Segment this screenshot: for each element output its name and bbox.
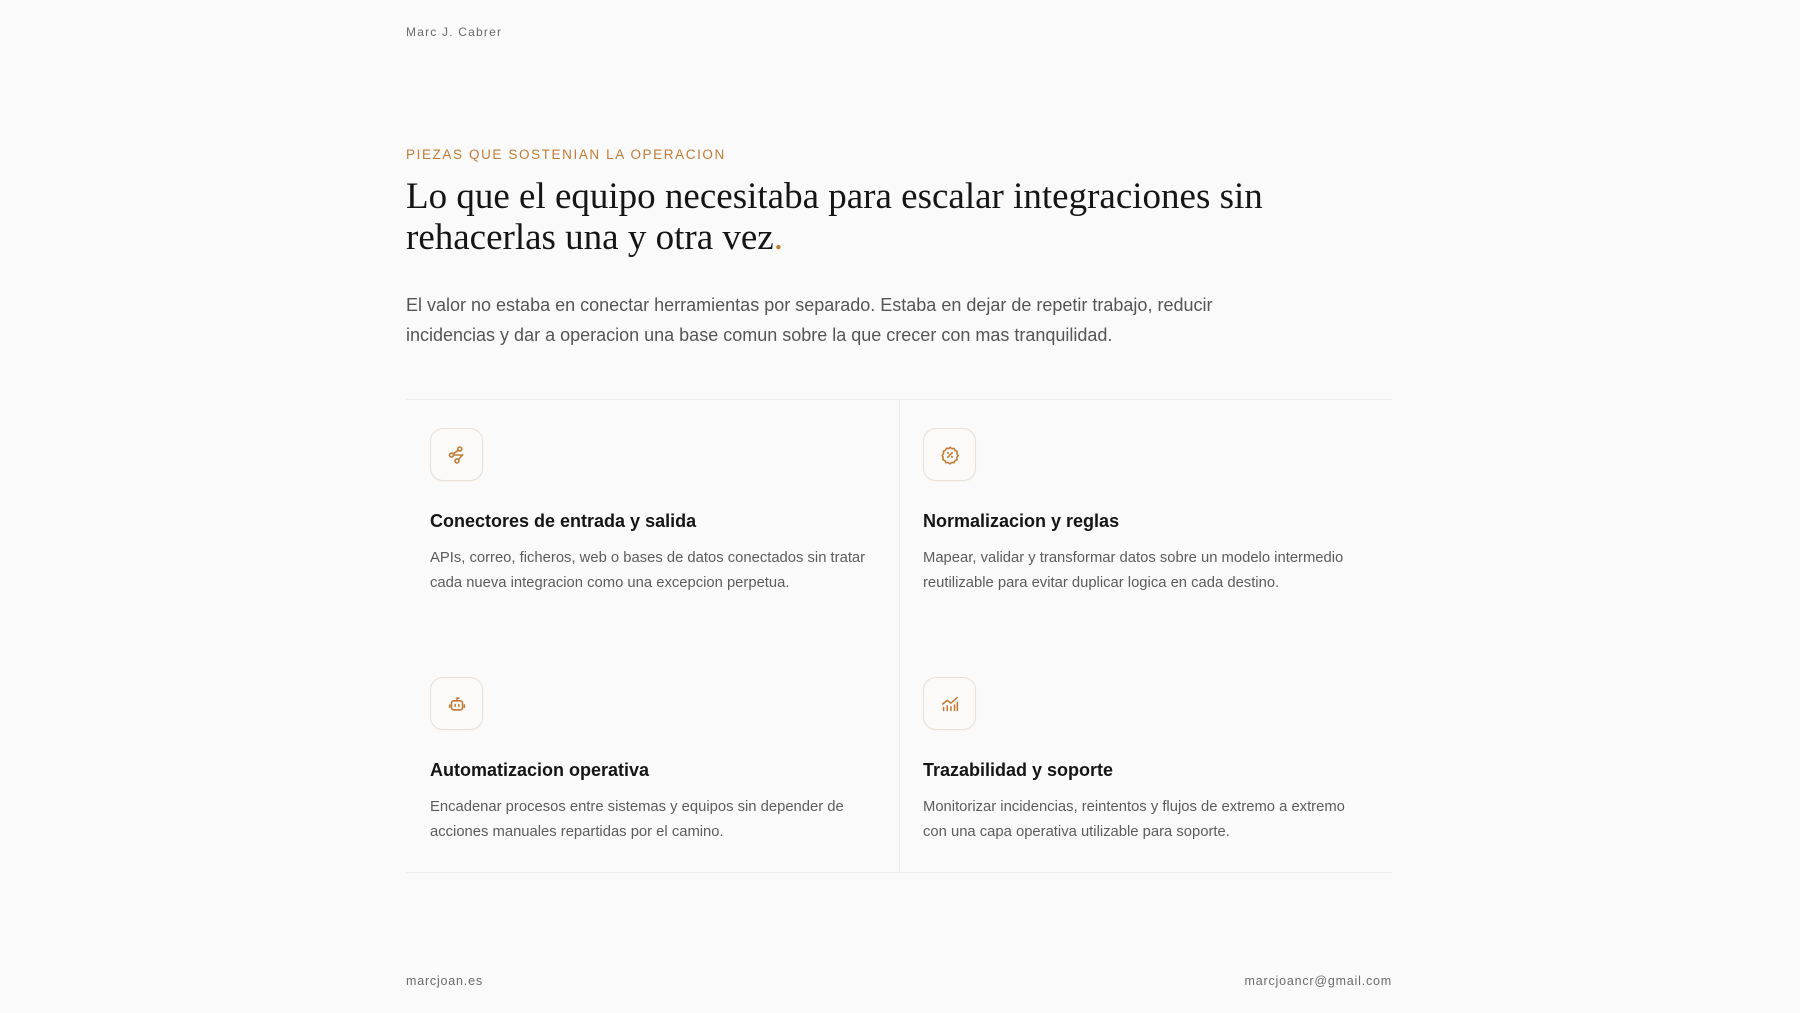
footer-email-link[interactable]: marcjoancr@gmail.com: [1244, 974, 1392, 988]
feature-card-traceability: [899, 649, 1392, 871]
percent-badge-icon: [923, 428, 976, 481]
chart-trend-icon: [923, 677, 976, 730]
feature-description: APIs, correo, ficheros, web o bases de datos conectados sin tratar cada nueva integracion como una excepcion perpetua.: [430, 550, 866, 591]
section-title-text: Lo que el equipo necesitaba para escalar integraciones sin rehacerlas una y otra vez: [406, 176, 1263, 258]
brand-name[interactable]: Marc J. Cabrer: [406, 25, 503, 39]
share-nodes-icon: [430, 428, 483, 481]
feature-title: Conectores de entrada y salida: [430, 511, 697, 531]
feature-card-automation: [406, 649, 899, 871]
section-eyebrow: PIEZAS QUE SOSTENIAN LA OPERACION: [406, 147, 726, 162]
features-grid: [406, 399, 1392, 873]
feature-description: Monitorizar incidencias, reintentos y flujos de extremo a extremo con una capa operativa utilizable para soporte.: [923, 799, 1345, 840]
section-lead: El valor no estaba en conectar herramientas por separado. Estaba en dejar de repetir trabajo, reducir incidencias y dar a operacion una base comun sobre la que crecer con mas tranquilidad.: [406, 295, 1213, 345]
feature-title: Normalizacion y reglas: [923, 511, 1120, 531]
robot-icon: [430, 677, 483, 730]
section-title: [406, 176, 1306, 258]
footer-website-link[interactable]: marcjoan.es: [406, 974, 483, 988]
feature-card-normalization: [899, 400, 1392, 649]
feature-card-connectors: [406, 400, 899, 649]
feature-title: Automatizacion operativa: [430, 760, 650, 780]
feature-description: Encadenar procesos entre sistemas y equipos sin depender de acciones manuales repartidas por el camino.: [430, 799, 844, 840]
title-accent-dot: .: [773, 217, 783, 258]
feature-description: Mapear, validar y transformar datos sobre un modelo intermedio reutilizable para evitar duplicar logica en cada destino.: [923, 550, 1344, 591]
feature-title: Trazabilidad y soporte: [923, 760, 1114, 780]
